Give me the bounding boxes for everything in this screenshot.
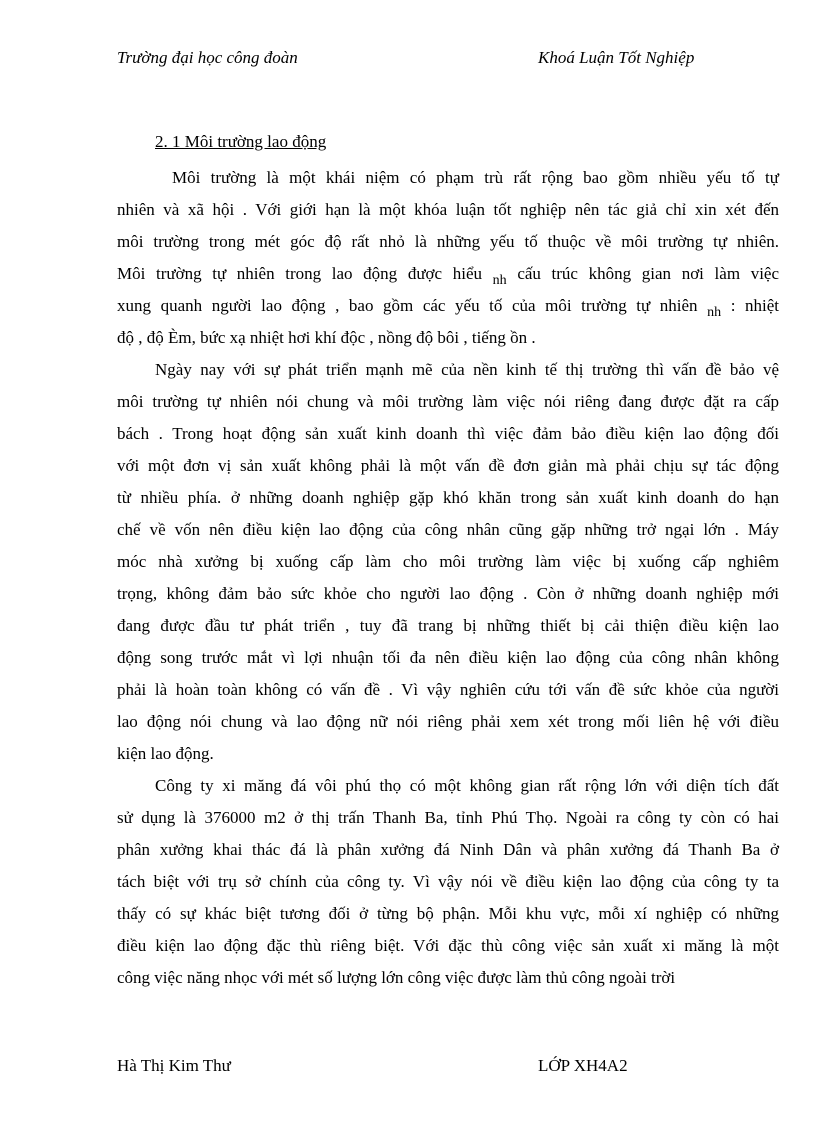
section-title: 2. 1 Môi trường lao động xyxy=(155,132,327,151)
paragraph-3-line: công việc năng nhọc với mét số lượng lớn công việc được làm thủ công ngoài trời xyxy=(117,968,676,987)
paragraph-2-line: lao động nói chung và lao động nữ nói riêng phải xem xét trong mối liên hệ với điều xyxy=(117,712,779,731)
paragraph-2-line: phải là hoàn toàn không có vấn đề . Vì vậy nghiên cứu tới vấn đề sức khỏe của người xyxy=(117,680,779,699)
paragraph-1-line: nhiên và xã hội . Với giới hạn là một khóa luận tốt nghiệp nên tác giả chỉ xin xét đến xyxy=(117,200,779,219)
paragraph-2-line: Ngày nay với sự phát triển mạnh mẽ của nền kinh tế thị trường thì vấn đề bảo vệ xyxy=(155,360,779,379)
paragraph-2-line: chế về vốn nên điều kiện lao động của công nhân cũng gặp những trở ngại lớn . Máy xyxy=(117,520,779,539)
text-segment: cấu trúc không gian nơi làm việc xyxy=(517,264,780,283)
footer-author-name: Hà Thị Kim Thư xyxy=(117,1056,231,1075)
paragraph-2-line: kiện lao động. xyxy=(117,744,214,763)
paragraph-1-line: Môi trường là một khái niệm có phạm trù rất rộng bao gồm nhiều yếu tố tự xyxy=(172,168,779,187)
subscript-text: nh xyxy=(707,305,722,320)
subscript-text: nh xyxy=(492,273,507,288)
paragraph-3-line: sử dụng là 376000 m2 ở thị trấn Thanh Ba, tỉnh Phú Thọ. Ngoài ra công ty còn có hai xyxy=(117,808,779,827)
paragraph-2-line: môi trường tự nhiên nói chung và môi trường làm việc nói riêng đang được đặt ra cấp xyxy=(117,392,779,411)
text-segment: xung quanh người lao động , bao gồm các yếu tố của môi trường tự nhiên xyxy=(117,296,698,315)
paragraph-3-line: điều kiện lao động đặc thù riêng biệt. Với đặc thù công việc sản xuất xi măng là một xyxy=(117,936,779,955)
header-document-type: Khoá Luận Tốt Nghiệp xyxy=(538,48,695,67)
paragraph-1-line: độ , độ Èm, bức xạ nhiệt hơi khí độc , nồng độ bôi , tiếng ồn . xyxy=(117,328,536,347)
paragraph-3-line: Công ty xi măng đá vôi phú thọ có một không gian rất rộng lớn với diện tích đất xyxy=(155,776,779,795)
paragraph-2-line: bách . Trong hoạt động sản xuất kinh doanh thì việc đảm bảo điều kiện lao động đối xyxy=(117,424,779,443)
paragraph-3-line: tách biệt với trụ sở chính của công ty. Vì vậy nói về điều kiện lao động của công ty ta xyxy=(117,872,779,891)
paragraph-2-line: từ nhiều phía. ở những doanh nghiệp gặp khó khăn trong sản xuất kinh doanh do hạn xyxy=(117,488,779,507)
paragraph-2-line: móc nhà xưởng bị xuống cấp làm cho môi trường làm việc bị xuống cấp nghiêm xyxy=(117,552,779,571)
text-segment: : nhiệt xyxy=(730,296,780,315)
header-school-name: Trường đại học công đoàn xyxy=(117,48,298,67)
paragraph-1-line xyxy=(117,290,779,322)
footer-class-code: LỚP XH4A2 xyxy=(538,1056,628,1075)
paragraph-3-line: thấy có sự khác biệt tương đối ở từng bộ phận. Mỗi khu vực, mỗi xí nghiệp có những xyxy=(117,904,779,923)
paragraph-2-line: đang được đầu tư phát triển , tuy đã trang bị những thiết bị cải thiện điều kiện lao xyxy=(117,616,779,635)
paragraph-1-line: môi trường trong mét góc độ rất nhỏ là những yếu tố thuộc về môi trường tự nhiên. xyxy=(117,232,779,251)
text-segment: Môi trường tự nhiên trong lao động được hiểu xyxy=(117,264,482,283)
body-text xyxy=(117,162,779,994)
paragraph-2-line: với một đơn vị sản xuất không phải là một vấn đề đơn giản mà phải chịu sự tác động xyxy=(117,456,779,475)
paragraph-2-line: động song trước mắt vì lợi nhuận tối đa nên điều kiện lao động của công nhân không xyxy=(117,648,779,667)
paragraph-1-line xyxy=(117,258,779,290)
paragraph-3-line: phân xưởng khai thác đá là phân xưởng đá Ninh Dân và phân xưởng đá Thanh Ba ở xyxy=(117,840,779,859)
paragraph-2-line: trọng, không đảm bảo sức khỏe cho người lao động . Còn ở những doanh nghiệp mới xyxy=(117,584,779,603)
